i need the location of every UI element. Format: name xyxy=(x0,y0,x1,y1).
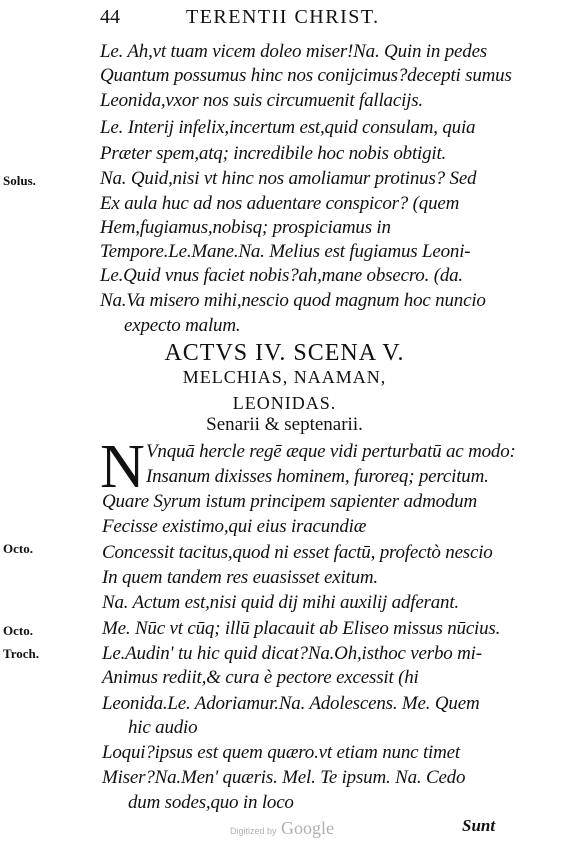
text-line: Præter spem,atq; incredibile hoc nobis obtigit. xyxy=(100,143,447,164)
text-line: Loqui?ipsus est quem quæro.vt etiam nunc timet xyxy=(102,742,460,763)
running-title: TERENTII CHRIST. xyxy=(186,6,380,28)
text-line: Le. Interij infelix,incertum est,quid consulam, quia xyxy=(100,117,476,138)
text-line: Le.Audin' tu hic quid dicat?Na.Oh,isthoc verbo mi- xyxy=(102,643,482,664)
text-line: Fecisse existimo,qui eius iracundiæ xyxy=(102,516,367,537)
text-line: In quem tandem res euasisset exitum. xyxy=(102,567,378,588)
text-line: hic audio xyxy=(128,717,198,738)
text-line: Insanum dixisses hominem, furoreq; percitum. xyxy=(146,466,489,487)
text-line: dum sodes,quo in loco xyxy=(128,792,294,813)
meter-heading: Senarii & septenarii. xyxy=(206,414,363,435)
text-line: Leonida,vxor nos suis circumuenit fallacijs. xyxy=(100,90,423,111)
text-line: Quantum possumus hinc nos conijcimus?decepti sumus xyxy=(100,65,512,86)
text-line: Le. Ah,vt tuam vicem doleo miser!Na. Quin in pedes xyxy=(100,41,487,62)
page-number: 44 xyxy=(100,6,120,28)
text-line: expecto malum. xyxy=(124,315,241,336)
scene-heading: ACTVS IV. SCENA V. xyxy=(164,340,405,366)
digitized-label: Digitized by xyxy=(230,826,277,836)
margin-note-octo-1: Octo. xyxy=(3,541,33,556)
text-line: Leonida.Le. Adoriamur.Na. Adolescens. Me. Quem xyxy=(102,693,480,714)
text-line: Hem,fugiamus,nobisq; prospiciamus in xyxy=(100,217,391,238)
margin-note-octo-2: Octo. xyxy=(3,623,33,638)
text-line: Miser?Na.Men' quæris. Mel. Te ipsum. Na. Cedo xyxy=(102,767,466,788)
text-line: Na. Actum est,nisi quid dij mihi auxilij adferant. xyxy=(102,592,459,613)
text-line: Quare Syrum istum principem sapienter admodum xyxy=(102,491,478,512)
dramatis-personae-line-2: LEONIDAS. xyxy=(232,393,337,413)
text-line: Na.Va misero mihi,nescio quod magnum hoc nuncio xyxy=(100,290,486,311)
text-line: Me. Nūc vt cūq; illū placauit ab Eliseo missus nūcius. xyxy=(102,618,501,639)
catchword: Sunt xyxy=(462,816,496,835)
text-line: Animus rediit,& cura è pectore excessit (hi xyxy=(102,667,419,688)
text-line: Na. Quid,nisi vt hinc nos amoliamur protinus? Sed xyxy=(100,168,477,189)
drop-cap: N xyxy=(100,433,145,501)
margin-note-troch: Troch. xyxy=(3,646,39,661)
google-wordmark: Google xyxy=(280,818,334,838)
text-line: Ex aula huc ad nos aduentare conspicor? (quem xyxy=(100,193,460,214)
dramatis-personae-line-1: MELCHIAS, NAAMAN, xyxy=(182,367,387,387)
digitization-watermark xyxy=(230,818,334,839)
text-line: Tempore.Le.Mane.Na. Melius est fugiamus Leoni- xyxy=(100,241,471,262)
margin-note-solus: Solus. xyxy=(3,173,36,188)
text-line: Vnquā hercle regē æque vidi perturbatū ac modo: xyxy=(146,441,516,462)
text-line: Concessit tacitus,quod ni esset factū, profectò nescio xyxy=(102,542,493,563)
text-line: Le.Quid vnus faciet nobis?ah,mane obsecro. (da. xyxy=(100,265,463,286)
